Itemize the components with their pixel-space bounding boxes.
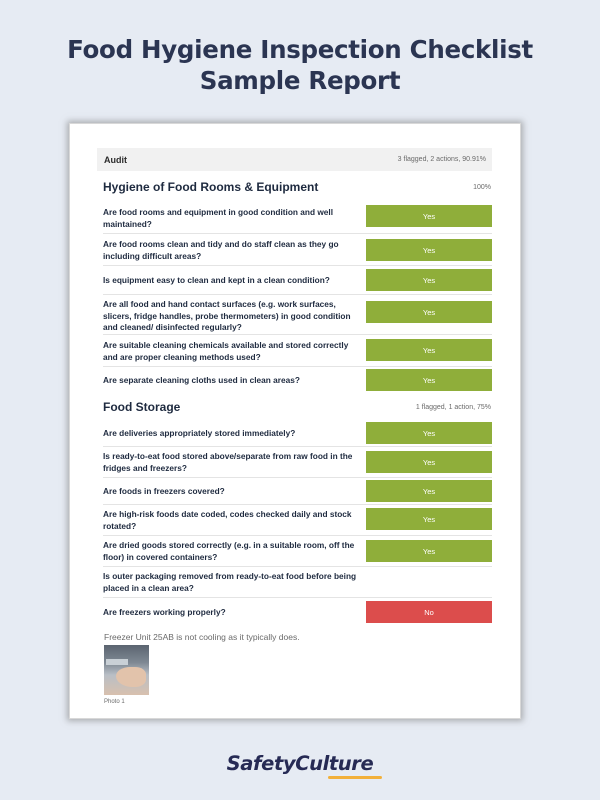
question-text: Is equipment easy to clean and kept in a clean condition? bbox=[103, 275, 330, 285]
question-text: Are separate cleaning cloths used in clean areas? bbox=[103, 375, 300, 385]
question-text: Are all food and hand contact surfaces (e.g. work surfaces, slicers, fridge handles, probe thermometers) in good condition and cleaned/ disinfected regularly? bbox=[103, 299, 351, 332]
brand-part-1: Safety bbox=[226, 752, 296, 775]
audit-bar bbox=[97, 148, 492, 171]
brand-part-2: Culture bbox=[295, 752, 374, 775]
answer-yes: Yes bbox=[366, 301, 492, 323]
answer-yes: Yes bbox=[366, 451, 492, 473]
answer-no: No bbox=[366, 601, 492, 623]
section-score: 1 flagged, 1 action, 75% bbox=[415, 403, 491, 411]
divider bbox=[103, 566, 492, 567]
answer-yes: Yes bbox=[366, 540, 492, 562]
page-title bbox=[0, 34, 600, 96]
question-text: Are high-risk foods date coded, codes checked daily and stock rotated? bbox=[103, 509, 352, 531]
question-text: Are freezers working properly? bbox=[103, 607, 226, 617]
photo-hand bbox=[116, 667, 146, 687]
answer-yes: Yes bbox=[366, 422, 492, 444]
photo-caption: Photo 1 bbox=[104, 699, 125, 705]
divider bbox=[103, 504, 492, 505]
section-score: 100% bbox=[473, 183, 491, 191]
divider bbox=[103, 535, 492, 536]
audit-label: Audit bbox=[104, 154, 127, 165]
divider bbox=[103, 265, 492, 266]
answer-yes: Yes bbox=[366, 239, 492, 261]
question-text: Is outer packaging removed from ready-to-eat food before being placed in a clean area? bbox=[103, 571, 357, 593]
question-text: Are food rooms clean and tidy and do staff clean as they go including difficult areas? bbox=[103, 239, 339, 261]
evidence-photo[interactable] bbox=[104, 645, 149, 695]
answer-yes: Yes bbox=[366, 205, 492, 227]
photo-panel bbox=[106, 659, 128, 665]
question-text: Are food rooms and equipment in good condition and well maintained? bbox=[103, 207, 334, 229]
question-text: Are foods in freezers covered? bbox=[103, 486, 225, 496]
divider bbox=[103, 477, 492, 478]
divider bbox=[103, 446, 492, 447]
page-title-line-2: Sample Report bbox=[199, 66, 401, 95]
question-text: Are dried goods stored correctly (e.g. in a suitable room, off the floor) in covered containers? bbox=[103, 540, 355, 562]
question-text: Is ready-to-eat food stored above/separate from raw food in the fridges and freezers? bbox=[103, 451, 353, 473]
divider bbox=[103, 294, 492, 295]
brand-logo bbox=[0, 752, 600, 775]
page-title-line-1: Food Hygiene Inspection Checklist bbox=[67, 35, 533, 64]
answer-yes: Yes bbox=[366, 508, 492, 530]
question-text: Are deliveries appropriately stored immediately? bbox=[103, 428, 296, 438]
section-header bbox=[103, 397, 491, 417]
divider bbox=[103, 334, 492, 335]
divider bbox=[103, 597, 492, 598]
divider bbox=[103, 366, 492, 367]
finding-note: Freezer Unit 25AB is not cooling as it typically does. bbox=[104, 632, 300, 642]
answer-yes: Yes bbox=[366, 269, 492, 291]
answer-yes: Yes bbox=[366, 339, 492, 361]
answer-yes: Yes bbox=[366, 369, 492, 391]
section-title: Hygiene of Food Rooms & Equipment bbox=[103, 180, 319, 194]
section-title: Food Storage bbox=[103, 400, 181, 414]
section-header bbox=[103, 177, 491, 197]
audit-score: 3 flagged, 2 actions, 90.91% bbox=[397, 156, 486, 163]
question-text: Are suitable cleaning chemicals available and stored correctly and are proper cleaning methods used? bbox=[103, 340, 349, 362]
divider bbox=[103, 233, 492, 234]
brand-underline bbox=[328, 776, 382, 779]
report-sheet bbox=[70, 124, 520, 718]
answer-yes: Yes bbox=[366, 480, 492, 502]
